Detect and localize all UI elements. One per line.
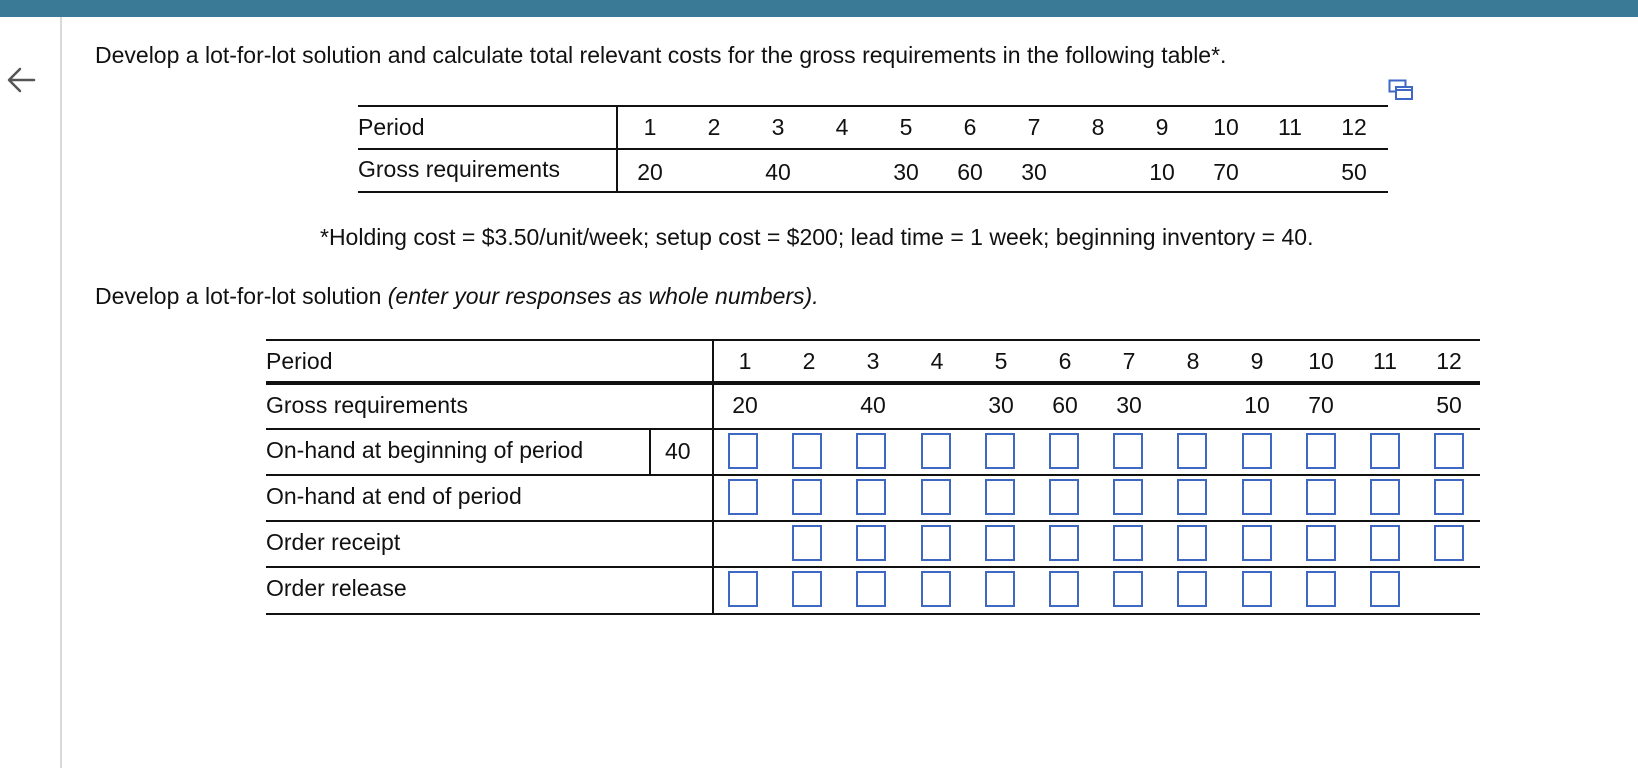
order-release-input-8[interactable] (1177, 571, 1207, 607)
cost-note: *Holding cost = $3.50/unit/week; setup cost = $200; lead time = 1 week; beginning inventory = 40. (320, 224, 1314, 250)
order-receipt-input-2[interactable] (792, 525, 822, 561)
table2-period-10: 10 (1308, 348, 1334, 374)
table2-label-0: Period (266, 348, 333, 374)
table1-gross-10: 70 (1213, 159, 1239, 185)
table2-period-11: 11 (1373, 348, 1397, 374)
on-hand-begin-input-10[interactable] (1306, 433, 1336, 469)
table2-gross-12: 50 (1436, 392, 1462, 418)
table2-label-4: Order receipt (266, 529, 401, 555)
table1-period-10: 10 (1213, 114, 1239, 140)
table2-period-1: 1 (738, 348, 752, 374)
on-hand-end-input-12[interactable] (1434, 479, 1464, 515)
on-hand-begin-input-12[interactable] (1434, 433, 1464, 469)
table1-gross-3: 40 (765, 159, 791, 185)
table1-gross-7: 30 (1021, 159, 1047, 185)
table1-gross-6: 60 (957, 159, 983, 185)
table2-period-8: 8 (1186, 348, 1200, 374)
order-receipt-input-5[interactable] (985, 525, 1015, 561)
table2-label-1: Gross requirements (266, 392, 468, 418)
table2-period-9: 9 (1250, 348, 1264, 374)
instruction-prefix: Develop a lot-for-lot solution (95, 283, 388, 309)
order-receipt-input-8[interactable] (1177, 525, 1207, 561)
table2-gross-3: 40 (860, 392, 886, 418)
table1-label-gross: Gross requirements (358, 156, 560, 182)
on-hand-end-input-10[interactable] (1306, 479, 1336, 515)
on-hand-begin-input-7[interactable] (1113, 433, 1143, 469)
order-receipt-input-12[interactable] (1434, 525, 1464, 561)
table1-period-1: 1 (643, 114, 657, 140)
popout-window-icon[interactable] (1388, 79, 1414, 101)
top-bar (0, 0, 1638, 17)
table1-gross-1: 20 (637, 159, 663, 185)
table1-top-rule (358, 105, 1388, 107)
table2-rule-1 (266, 381, 1480, 385)
on-hand-end-input-9[interactable] (1242, 479, 1272, 515)
order-release-input-10[interactable] (1306, 571, 1336, 607)
on-hand-begin-input-1[interactable] (728, 433, 758, 469)
order-release-input-9[interactable] (1242, 571, 1272, 607)
table2-period-6: 6 (1058, 348, 1072, 374)
on-hand-begin-input-5[interactable] (985, 433, 1015, 469)
on-hand-end-input-1[interactable] (728, 479, 758, 515)
on-hand-begin-input-4[interactable] (921, 433, 951, 469)
table2-gross-10: 70 (1308, 392, 1334, 418)
table2-label-5: Order release (266, 575, 407, 601)
on-hand-begin-input-11[interactable] (1370, 433, 1400, 469)
table1-period-5: 5 (899, 114, 913, 140)
on-hand-end-input-6[interactable] (1049, 479, 1079, 515)
on-hand-begin-input-8[interactable] (1177, 433, 1207, 469)
question-text: Develop a lot-for-lot solution and calculate total relevant costs for the gross requirements in the following table*. (95, 42, 1227, 68)
order-release-input-3[interactable] (856, 571, 886, 607)
table1-period-11: 11 (1278, 114, 1302, 140)
back-arrow-icon[interactable] (4, 62, 40, 98)
table2-gross-5: 30 (988, 392, 1014, 418)
table2-period-12: 12 (1436, 348, 1462, 374)
order-release-input-5[interactable] (985, 571, 1015, 607)
left-divider (60, 17, 62, 768)
on-hand-begin-input-9[interactable] (1242, 433, 1272, 469)
table2-rule-6 (266, 613, 1480, 615)
table1-bottom-rule (358, 191, 1388, 193)
table2-rule-2 (266, 428, 1480, 430)
table1-mid-rule (358, 148, 1388, 150)
table1-period-8: 8 (1091, 114, 1105, 140)
table1-label-divider (616, 105, 618, 191)
on-hand-end-input-11[interactable] (1370, 479, 1400, 515)
table1-period-4: 4 (835, 114, 849, 140)
on-hand-end-input-3[interactable] (856, 479, 886, 515)
order-release-input-11[interactable] (1370, 571, 1400, 607)
table1-period-7: 7 (1027, 114, 1041, 140)
beginning-inventory-value: 40 (665, 438, 691, 464)
on-hand-end-input-8[interactable] (1177, 479, 1207, 515)
table2-label-2: On-hand at beginning of period (266, 437, 584, 463)
on-hand-begin-input-6[interactable] (1049, 433, 1079, 469)
order-release-input-6[interactable] (1049, 571, 1079, 607)
table2-gross-9: 10 (1244, 392, 1270, 418)
table1-period-2: 2 (707, 114, 721, 140)
table1-gross-5: 30 (893, 159, 919, 185)
table1-period-6: 6 (963, 114, 977, 140)
instruction-italic: (enter your responses as whole numbers). (387, 283, 819, 309)
table2-gross-7: 30 (1116, 392, 1142, 418)
on-hand-end-input-4[interactable] (921, 479, 951, 515)
table2-period-2: 2 (802, 348, 816, 374)
table2-period-7: 7 (1122, 348, 1136, 374)
on-hand-begin-input-3[interactable] (856, 433, 886, 469)
on-hand-end-input-7[interactable] (1113, 479, 1143, 515)
order-receipt-input-11[interactable] (1370, 525, 1400, 561)
table1-period-3: 3 (771, 114, 785, 140)
table2-gross-6: 60 (1052, 392, 1078, 418)
order-release-input-1[interactable] (728, 571, 758, 607)
table2-label-3: On-hand at end of period (266, 483, 522, 509)
order-release-input-4[interactable] (921, 571, 951, 607)
order-receipt-input-4[interactable] (921, 525, 951, 561)
table2-rule-5 (266, 566, 1480, 568)
table1-period-9: 9 (1155, 114, 1169, 140)
order-receipt-input-9[interactable] (1242, 525, 1272, 561)
order-release-input-7[interactable] (1113, 571, 1143, 607)
table2-label-divider (712, 339, 714, 613)
table1-label-period: Period (358, 114, 425, 140)
table1-period-12: 12 (1341, 114, 1367, 140)
order-receipt-input-6[interactable] (1049, 525, 1079, 561)
table2-gross-1: 20 (732, 392, 758, 418)
instruction-text (95, 283, 819, 310)
order-receipt-input-10[interactable] (1306, 525, 1336, 561)
table2-period-3: 3 (866, 348, 880, 374)
table2-beginning-divider (649, 428, 651, 474)
table2-rule-3 (266, 474, 1480, 476)
table2-period-4: 4 (930, 348, 944, 374)
table2-rule-0 (266, 339, 1480, 341)
table1-gross-9: 10 (1149, 159, 1175, 185)
order-release-input-2[interactable] (792, 571, 822, 607)
on-hand-end-input-2[interactable] (792, 479, 822, 515)
table2-period-5: 5 (994, 348, 1008, 374)
table1-gross-12: 50 (1341, 159, 1367, 185)
order-receipt-input-7[interactable] (1113, 525, 1143, 561)
order-receipt-input-3[interactable] (856, 525, 886, 561)
table2-rule-4 (266, 520, 1480, 522)
on-hand-begin-input-2[interactable] (792, 433, 822, 469)
on-hand-end-input-5[interactable] (985, 479, 1015, 515)
